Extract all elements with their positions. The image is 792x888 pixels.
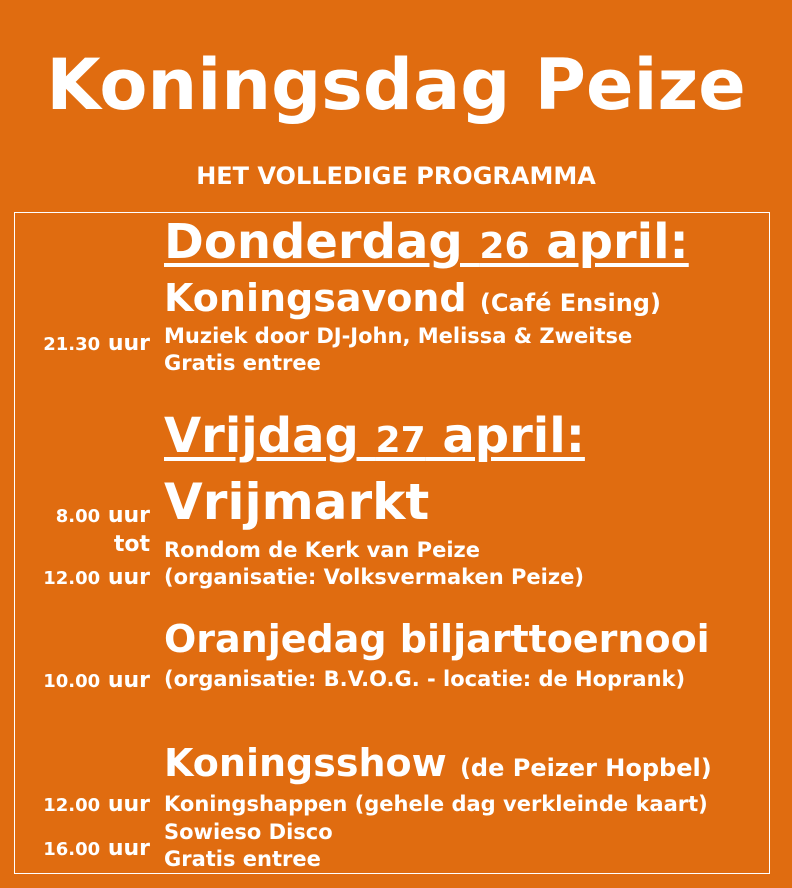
koningsshow-line-2: Sowieso Disco: [164, 820, 333, 844]
koningsshow-name: Koningsshow: [164, 741, 460, 785]
koningsavond-line-2: Gratis entree: [164, 351, 321, 375]
biljart-line-1: (organisatie: B.V.O.G. - locatie: de Hoprank): [164, 667, 686, 691]
vrijmarkt-start-unit: uur: [100, 503, 150, 528]
thursday-day: Donderdag: [164, 214, 480, 270]
biljart-time: [43, 668, 150, 695]
koningsshow-venue: (de Peizer Hopbel): [459, 754, 712, 782]
friday-heading: [164, 408, 585, 469]
vrijmarkt-end-value: 12.00: [43, 568, 101, 589]
koningsavond-name: Koningsavond: [164, 276, 480, 320]
poster-subtitle: HET VOLLEDIGE PROGRAMMA: [196, 162, 596, 190]
vrijmarkt-line-2: (organisatie: Volksvermaken Peize): [164, 565, 584, 589]
koningsavond-time: [43, 331, 150, 358]
vrijmarkt-start-value: 8.00: [55, 506, 101, 527]
koningsshow-time-1-unit: uur: [100, 792, 150, 817]
thursday-heading: [164, 214, 689, 275]
vrijmarkt-tot: tot: [113, 532, 150, 557]
koningsshow-time-2: [43, 836, 150, 863]
koningsavond-line-1: Muziek door DJ-John, Melissa & Zweitse: [164, 324, 633, 348]
koningsshow-line-1: Koningshappen (gehele dag verkleinde kaart): [164, 792, 708, 816]
vrijmarkt-title: Vrijmarkt: [164, 473, 430, 531]
friday-month: april:: [425, 408, 585, 464]
friday-day: Vrijdag: [164, 408, 376, 464]
koningsshow-time-1: [43, 792, 150, 819]
koningsshow-line-3: Gratis entree: [164, 847, 321, 871]
vrijmarkt-start-time: [56, 503, 150, 530]
friday-date: 27: [375, 420, 426, 461]
vrijmarkt-line-1: Rondom de Kerk van Peize: [164, 538, 480, 562]
poster-title: Koningsdag Peize: [46, 44, 746, 126]
koningsavond-time-unit: uur: [100, 331, 150, 356]
koningsshow-time-2-value: 16.00: [43, 839, 101, 860]
koningsavond-time-value: 21.30: [43, 334, 101, 355]
koningsshow-time-2-unit: uur: [100, 836, 150, 861]
biljart-time-value: 10.00: [43, 671, 101, 692]
koningsshow-title: [164, 741, 712, 790]
vrijmarkt-end-time: [43, 565, 150, 592]
thursday-date: 26: [479, 226, 530, 267]
thursday-month: april:: [529, 214, 689, 270]
vrijmarkt-end-unit: uur: [100, 565, 150, 590]
koningsavond-title: [164, 276, 661, 325]
koningsshow-time-1-value: 12.00: [43, 795, 101, 816]
biljart-time-unit: uur: [100, 668, 150, 693]
biljart-title: Oranjedag biljarttoernooi: [164, 617, 710, 661]
koningsavond-venue: (Café Ensing): [479, 289, 661, 317]
